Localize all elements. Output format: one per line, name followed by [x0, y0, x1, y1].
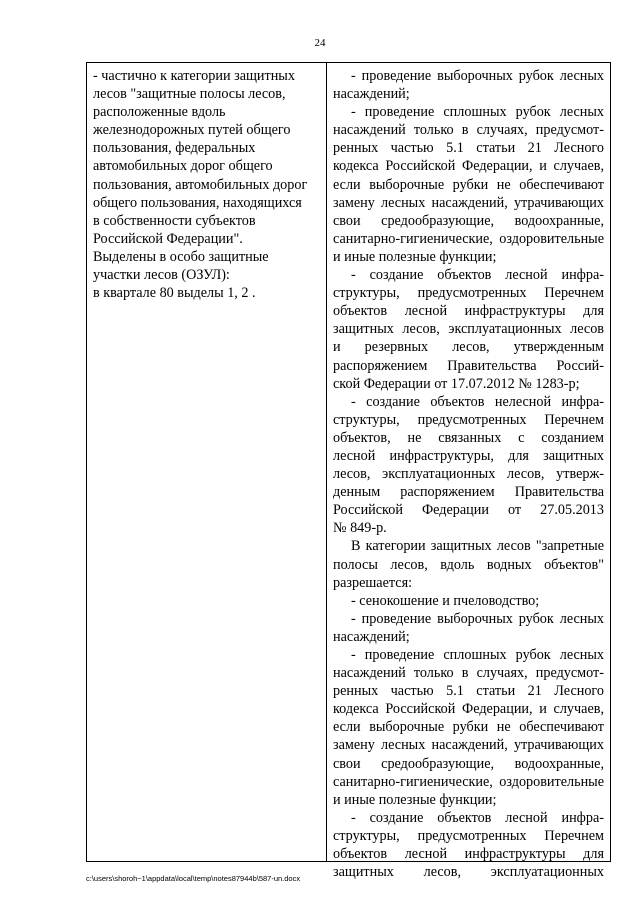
right-column-line: структуры, предусмотренных Перечнем: [333, 285, 604, 302]
left-column-line: в квартале 80 выделы 1, 2 .: [93, 285, 256, 302]
left-column: [87, 63, 327, 861]
right-column-line: - проведение сплошных рубок лесных: [351, 104, 604, 121]
right-column-line: Российской Федерации от 27.05.2013: [333, 502, 604, 519]
right-column-line: объектов лесной инфраструктуры для: [333, 303, 604, 320]
right-column-line: и иные полезные функции;: [333, 791, 497, 808]
right-column-line: объектов, не связанных с созданием: [333, 429, 604, 446]
left-column-line: в собственности субъектов: [93, 212, 256, 229]
right-column-line: - создание объектов лесной инфра-: [351, 267, 604, 284]
right-column: [327, 63, 610, 881]
right-column-line: и резервных лесов, утвержденным: [333, 339, 604, 356]
left-column-line: автомобильных дорог общего: [93, 158, 273, 175]
right-column-line: объектов лесной инфраструктуры для: [333, 846, 604, 863]
page-number: 24: [314, 37, 326, 49]
right-column-line: лесной инфраструктуры, для защитных: [333, 447, 604, 464]
right-column-line: - проведение сплошных рубок лесных: [351, 647, 604, 663]
right-column-line: В категории защитных лесов "запретные: [351, 538, 604, 555]
right-column-line: и иные полезные функции;: [333, 248, 497, 265]
left-column-line: лесов "защитные полосы лесов,: [93, 86, 286, 103]
right-column-line: разрешается:: [333, 574, 413, 591]
right-column-line: ренных частью 5.1 статьи 21 Лесного: [333, 140, 604, 157]
right-column-line: денным распоряжением Правительства: [333, 484, 604, 501]
right-column-line: лесов, эксплуатационных лесов, утверж-: [333, 466, 604, 483]
left-column-line: пользования, федеральных: [93, 140, 256, 157]
right-column-line: защитных лесов, эксплуатационных лесов: [333, 321, 604, 338]
right-column-line: если выборочные рубки не обеспечивают: [333, 176, 604, 193]
right-column-line: свои средообразующие, водоохранные,: [333, 755, 604, 772]
right-column-line: структуры, предусмотренных Перечнем: [333, 827, 604, 844]
right-column-line: - создание объектов нелесной инфра-: [351, 393, 604, 410]
right-column-line: № 849-р.: [333, 520, 387, 537]
right-column-line: ренных частью 5.1 статьи 21 Лесного: [333, 683, 604, 700]
right-column-line: - сенокошение и пчеловодство;: [351, 592, 540, 609]
left-column-line: железнодорожных путей общего: [93, 122, 291, 139]
right-column-line: структуры, предусмотренных Перечнем: [333, 411, 604, 428]
footer-file-path: c:\users\shoroh~1\appdata\local\temp\notes87944b\587-un.docx: [86, 874, 301, 883]
right-column-line: если выборочные рубки не обеспечивают: [333, 719, 604, 736]
right-column-line: кодекса Российской Федерации, и случаев,: [333, 701, 604, 718]
left-column-line: пользования, автомобильных дорог: [93, 176, 308, 193]
right-column-line: - проведение выборочных рубок лесных: [351, 68, 604, 84]
left-column-line: Выделены в особо защитные: [93, 248, 269, 265]
left-column-line: участки лесов (ОЗУЛ):: [93, 267, 230, 284]
right-column-line: защитных лесов, эксплуатационных: [333, 864, 604, 881]
left-column-line: - частично к категории защитных: [93, 68, 295, 84]
right-column-line: насаждений только в случаях, предусмот-: [333, 122, 604, 139]
right-column-line: замену лесных насаждений, утрачивающих: [333, 194, 604, 211]
right-column-line: кодекса Российской Федерации, и случаев,: [333, 158, 604, 175]
right-column-line: замену лесных насаждений, утрачивающих: [333, 737, 604, 754]
right-column-line: ской Федерации от 17.07.2012 № 1283-р;: [333, 375, 580, 392]
right-column-line: насаждений только в случаях, предусмот-: [333, 665, 604, 682]
right-column-line: - проведение выборочных рубок лесных: [351, 610, 604, 627]
right-column-line: свои средообразующие, водоохранные,: [333, 212, 604, 229]
left-column-line: Российской Федерации".: [93, 230, 243, 247]
right-column-line: санитарно-гигиенические, оздоровительные: [333, 773, 604, 790]
left-column-line: общего пользования, находящихся: [93, 194, 302, 211]
right-column-line: насаждений;: [333, 628, 410, 645]
right-column-line: насаждений;: [333, 86, 410, 103]
left-column-line: расположенные вдоль: [93, 104, 226, 121]
right-column-line: санитарно-гигиенические, оздоровительные: [333, 230, 604, 247]
right-column-line: - создание объектов лесной инфра-: [351, 809, 604, 826]
right-column-line: полосы лесов, вдоль водных объектов": [333, 556, 604, 573]
right-column-line: распоряжением Правительства Россий-: [333, 357, 604, 374]
